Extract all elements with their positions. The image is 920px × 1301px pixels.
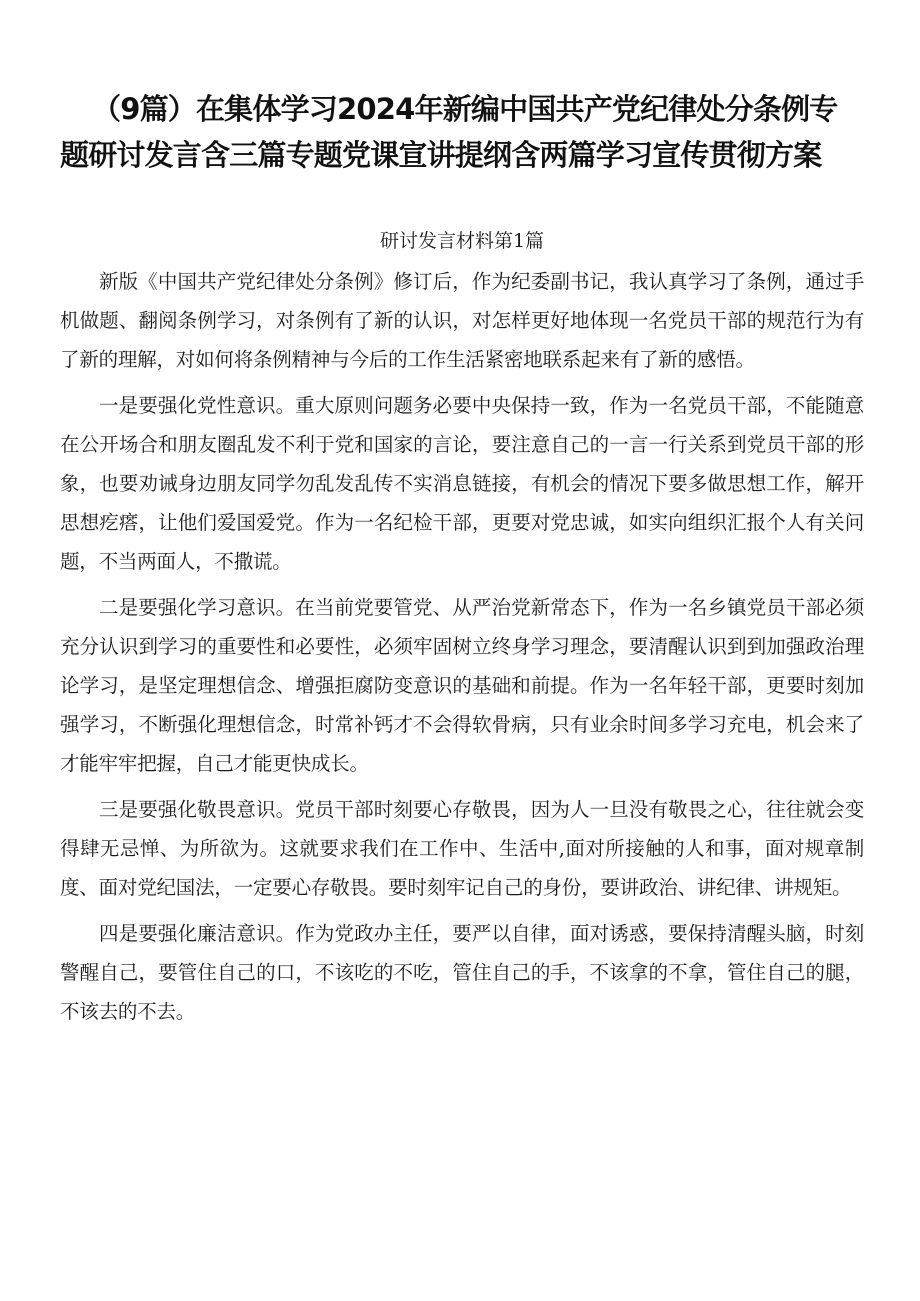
document-title-line-2: 题研讨发言含三篇专题党课宣讲提纲含两篇学习宣传贯彻方案 bbox=[60, 138, 822, 172]
document-title bbox=[60, 86, 864, 178]
document-title-line-1: （9篇）在集体学习2024年新编中国共产党纪律处分条例专 bbox=[92, 92, 838, 126]
paragraph-party-spirit: 一是要强化党性意识。重大原则问题务必要中央保持一致，作为一名党员干部，不能随意在公开场合和朋友圈乱发不利于党和国家的言论，要注意自己的一言一行关系到党员干部的形象，也要劝诫身边朋友同学勿乱发乱传不实消息链接，有机会的情况下要多做思想工作，解开思想疙瘩，让他们爱国爱党。作为一名纪检干部，更要对党忠诚，如实向组织汇报个人有关问题，不当两面人，不撒谎。 bbox=[60, 394, 864, 573]
document-body bbox=[60, 262, 864, 1031]
paragraph-integrity: 四是要强化廉洁意识。作为党政办主任，要严以自律，面对诱惑，要保持清醒头脑，时刻警醒自己，要管住自己的口，不该吃的不吃，管住自己的手，不该拿的不拿，管住自己的腿，不该去的不去。 bbox=[60, 922, 864, 1023]
paragraph-learning: 二是要强化学习意识。在当前党要管党、从严治党新常态下，作为一名乡镇党员干部必须充分认识到学习的重要性和必要性，必须牢固树立终身学习理念，要清醒认识到到加强政治理论学习，是坚定理想信念、增强拒腐防变意识的基础和前提。作为一名年轻干部，更要时刻加强学习，不断强化理想信念，时常补钙才不会得软骨病，只有业余时间多学习充电，机会来了才能牢牢把握，自己才能更快成长。 bbox=[60, 596, 864, 775]
paragraph-intro: 新版《中国共产党纪律处分条例》修订后，作为纪委副书记，我认真学习了条例，通过手机做题、翻阅条例学习，对条例有了新的认识，对怎样更好地体现一名党员干部的规范行为有了新的理解，对如何将条例精神与今后的工作生活紧密地联系起来有了新的感悟。 bbox=[60, 270, 864, 371]
section-heading: 研讨发言材料第1篇 bbox=[379, 230, 545, 252]
paragraph-reverence: 三是要强化敬畏意识。党员干部时刻要心存敬畏，因为人一旦没有敬畏之心，往往就会变得肆无忌惮、为所欲为。这就要求我们在工作中、生活中,面对所接触的人和事，面对规章制度、面对党纪国法，一定要心存敬畏。要时刻牢记自己的身份，要讲政治、讲纪律、讲规矩。 bbox=[60, 798, 864, 899]
